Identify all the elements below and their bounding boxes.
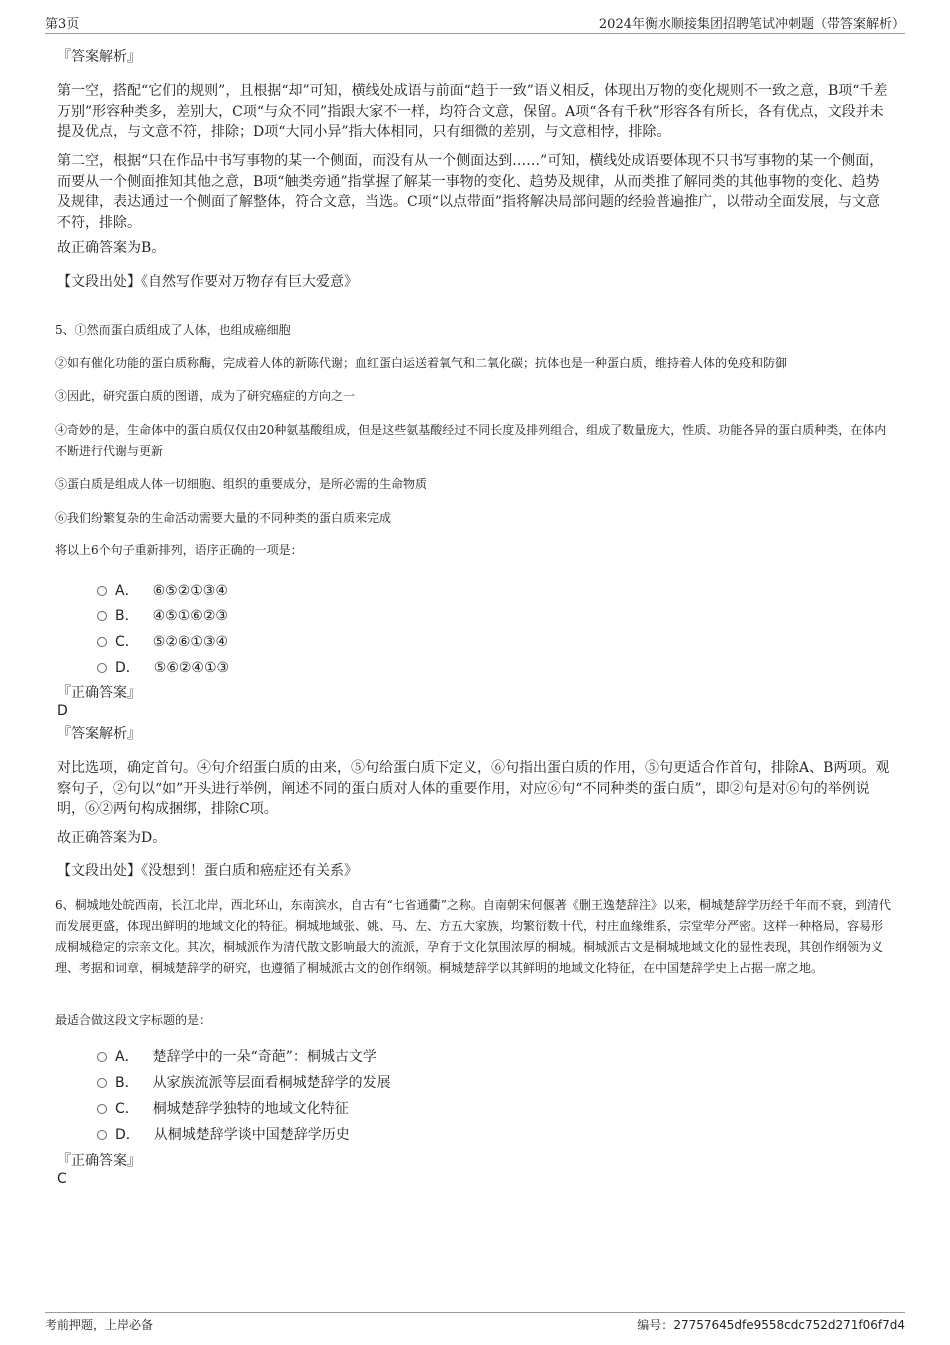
q5-line-5: ⑤蛋白质是组成人体一切细胞、组织的重要成分，是所必需的生命物质 bbox=[55, 477, 428, 491]
q6-option-d[interactable]: D． 从桐城楚辞学谈中国楚辞学历史 bbox=[97, 1124, 350, 1142]
q5-option-d[interactable]: D． ⑤⑥②④①③ bbox=[97, 657, 229, 675]
q5-answer-label: 『正确答案』 bbox=[57, 685, 141, 701]
q4-conclusion: 故正确答案为B。 bbox=[57, 240, 166, 256]
footer-slogan: 考前押题，上岸必备 bbox=[45, 1318, 154, 1332]
q6-option-a[interactable]: A． 楚辞学中的一朵“奇葩”：桐城古文学 bbox=[97, 1046, 377, 1064]
q5-option-a[interactable]: A． ⑥⑤②①③④ bbox=[97, 580, 228, 598]
q5-analysis-label: 『答案解析』 bbox=[57, 726, 141, 742]
document-title: 2024年衡水顺接集团招聘笔试冲刺题（带答案解析） bbox=[598, 17, 905, 32]
page-footer bbox=[45, 1312, 905, 1332]
q5-option-c[interactable]: C． ⑤②⑥①③④ bbox=[97, 631, 228, 649]
q6-answer: C bbox=[57, 1171, 67, 1187]
page-number: 第3页 bbox=[45, 17, 80, 32]
radio-icon[interactable] bbox=[97, 1078, 107, 1088]
radio-icon[interactable] bbox=[97, 637, 107, 647]
q6-answer-label: 『正确答案』 bbox=[57, 1153, 141, 1169]
footer-code: 编号：27757645dfe9558cdc752d271f06f7d4 bbox=[637, 1318, 905, 1332]
q5-line-1: 5、①然而蛋白质组成了人体，也组成癌细胞 bbox=[55, 323, 291, 337]
q6-option-b[interactable]: B． 从家族流派等层面看桐城楚辞学的发展 bbox=[97, 1072, 391, 1090]
q4-analysis-para2: 第二空，根据“只在作品中书写事物的某一个侧面，而没有从一个侧面达到……”可知，横线处成语要体现不只书写事物的某一个侧面，而要从一个侧面推知其他之意，B项“触类旁通”指掌握了解某一事物的变化、趋势及规律，从而类推了解同类的其他事物的变化、趋势及规律，表达通过一个侧面了解整体，符合文意，当选。C项“以点带面”指将解决局部问题的经验普遍推广，以带动全面发展，与文意不符，排除。 bbox=[57, 153, 884, 231]
q5-line-3: ③因此，研究蛋白质的图谱，成为了研究癌症的方向之一 bbox=[55, 389, 356, 403]
radio-icon[interactable] bbox=[97, 1052, 107, 1062]
q5-option-b[interactable]: B． ④⑤①⑥②③ bbox=[97, 605, 228, 623]
q5-line-2: ②如有催化功能的蛋白质称酶，完成着人体的新陈代谢；血红蛋白运送着氧气和二氧化碳；抗体也是一种蛋白质，维持着人体的免疫和防御 bbox=[55, 356, 788, 370]
q6-prompt: 最适合做这段文字标题的是： bbox=[55, 1013, 212, 1027]
q4-analysis-para1: 第一空，搭配“它们的规则”，且根据“却”可知，横线处成语与前面“趋于一致”语义相反，体现出万物的变化规则不一致之意，B项“千差万别”形容种类多，差别大，C项“与众不同”指跟大家不一样，均符合文意，保留。A项“各有千秋”形容各有所长，各有优点，文段并未提及优点，与文意不符，排除；D项“大同小异”指大体相同，只有细微的差别，与文意相悖，排除。 bbox=[57, 83, 888, 140]
q4-source: 【文段出处】《自然写作要对万物存有巨大爱意》 bbox=[57, 274, 358, 290]
radio-icon[interactable] bbox=[97, 611, 107, 621]
q6-option-c[interactable]: C． 桐城楚辞学独特的地域文化特征 bbox=[97, 1098, 349, 1116]
radio-icon[interactable] bbox=[97, 1104, 107, 1114]
q4-analysis-label: 『答案解析』 bbox=[57, 49, 141, 65]
q5-conclusion: 故正确答案为D。 bbox=[57, 830, 167, 846]
q5-line-6: ⑥我们纷繁复杂的生命活动需要大量的不同种类的蛋白质来完成 bbox=[55, 511, 392, 525]
q5-source: 【文段出处】《没想到！蛋白质和癌症还有关系》 bbox=[57, 863, 358, 879]
radio-icon[interactable] bbox=[97, 663, 107, 673]
radio-icon[interactable] bbox=[97, 1130, 107, 1140]
q5-line-4: ④奇妙的是，生命体中的蛋白质仅仅由20种氨基酸组成，但是这些氨基酸经过不同长度及排列组合，组成了数量庞大，性质、功能各异的蛋白质种类，在体内不断进行代谢与更新 bbox=[55, 423, 887, 458]
page-header bbox=[45, 13, 905, 34]
q5-answer: D bbox=[57, 703, 68, 719]
q5-prompt: 将以上6个句子重新排列，语序正确的一项是： bbox=[55, 543, 303, 557]
q5-analysis: 对比选项，确定首句。④句介绍蛋白质的由来，⑤句给蛋白质下定义，⑥句指出蛋白质的作用，⑤句更适合作首句，排除A、B两项。观察句子，②句以“如”开头进行举例，阐述不同的蛋白质对人体的重要作用，对应⑥句“不同种类的蛋白质”，即②句是对⑥句的举例说明，⑥②两句构成捆绑，排除C项。 bbox=[57, 760, 890, 817]
radio-icon[interactable] bbox=[97, 586, 107, 596]
q6-passage: 6、桐城地处皖西南，长江北岸，西北环山，东南滨水，自古有“七省通衢”之称。自南朝宋何偃著《删王逸楚辞注》以来，桐城楚辞学历经千年而不衰，到清代而发展更盛，体现出鲜明的地域文化的特征。桐城地域张、姚、马、左、方五大家族，均繁衍数十代，村庄血缘维系，宗堂荦分严密。这样一种格局，容易形成桐城稳定的宗亲文化。其次，桐城派作为清代散文影响最大的流派，孕育于文化氛围浓厚的桐城。桐城派古文是桐城地域文化的显性表现，其创作纲领为义理、考据和词章，桐城楚辞学的研究，也遵循了桐城派古文的创作纲领。桐城楚辞学以其鲜明的地域文化特征，在中国楚辞学史上占据一席之地。 bbox=[55, 898, 891, 975]
